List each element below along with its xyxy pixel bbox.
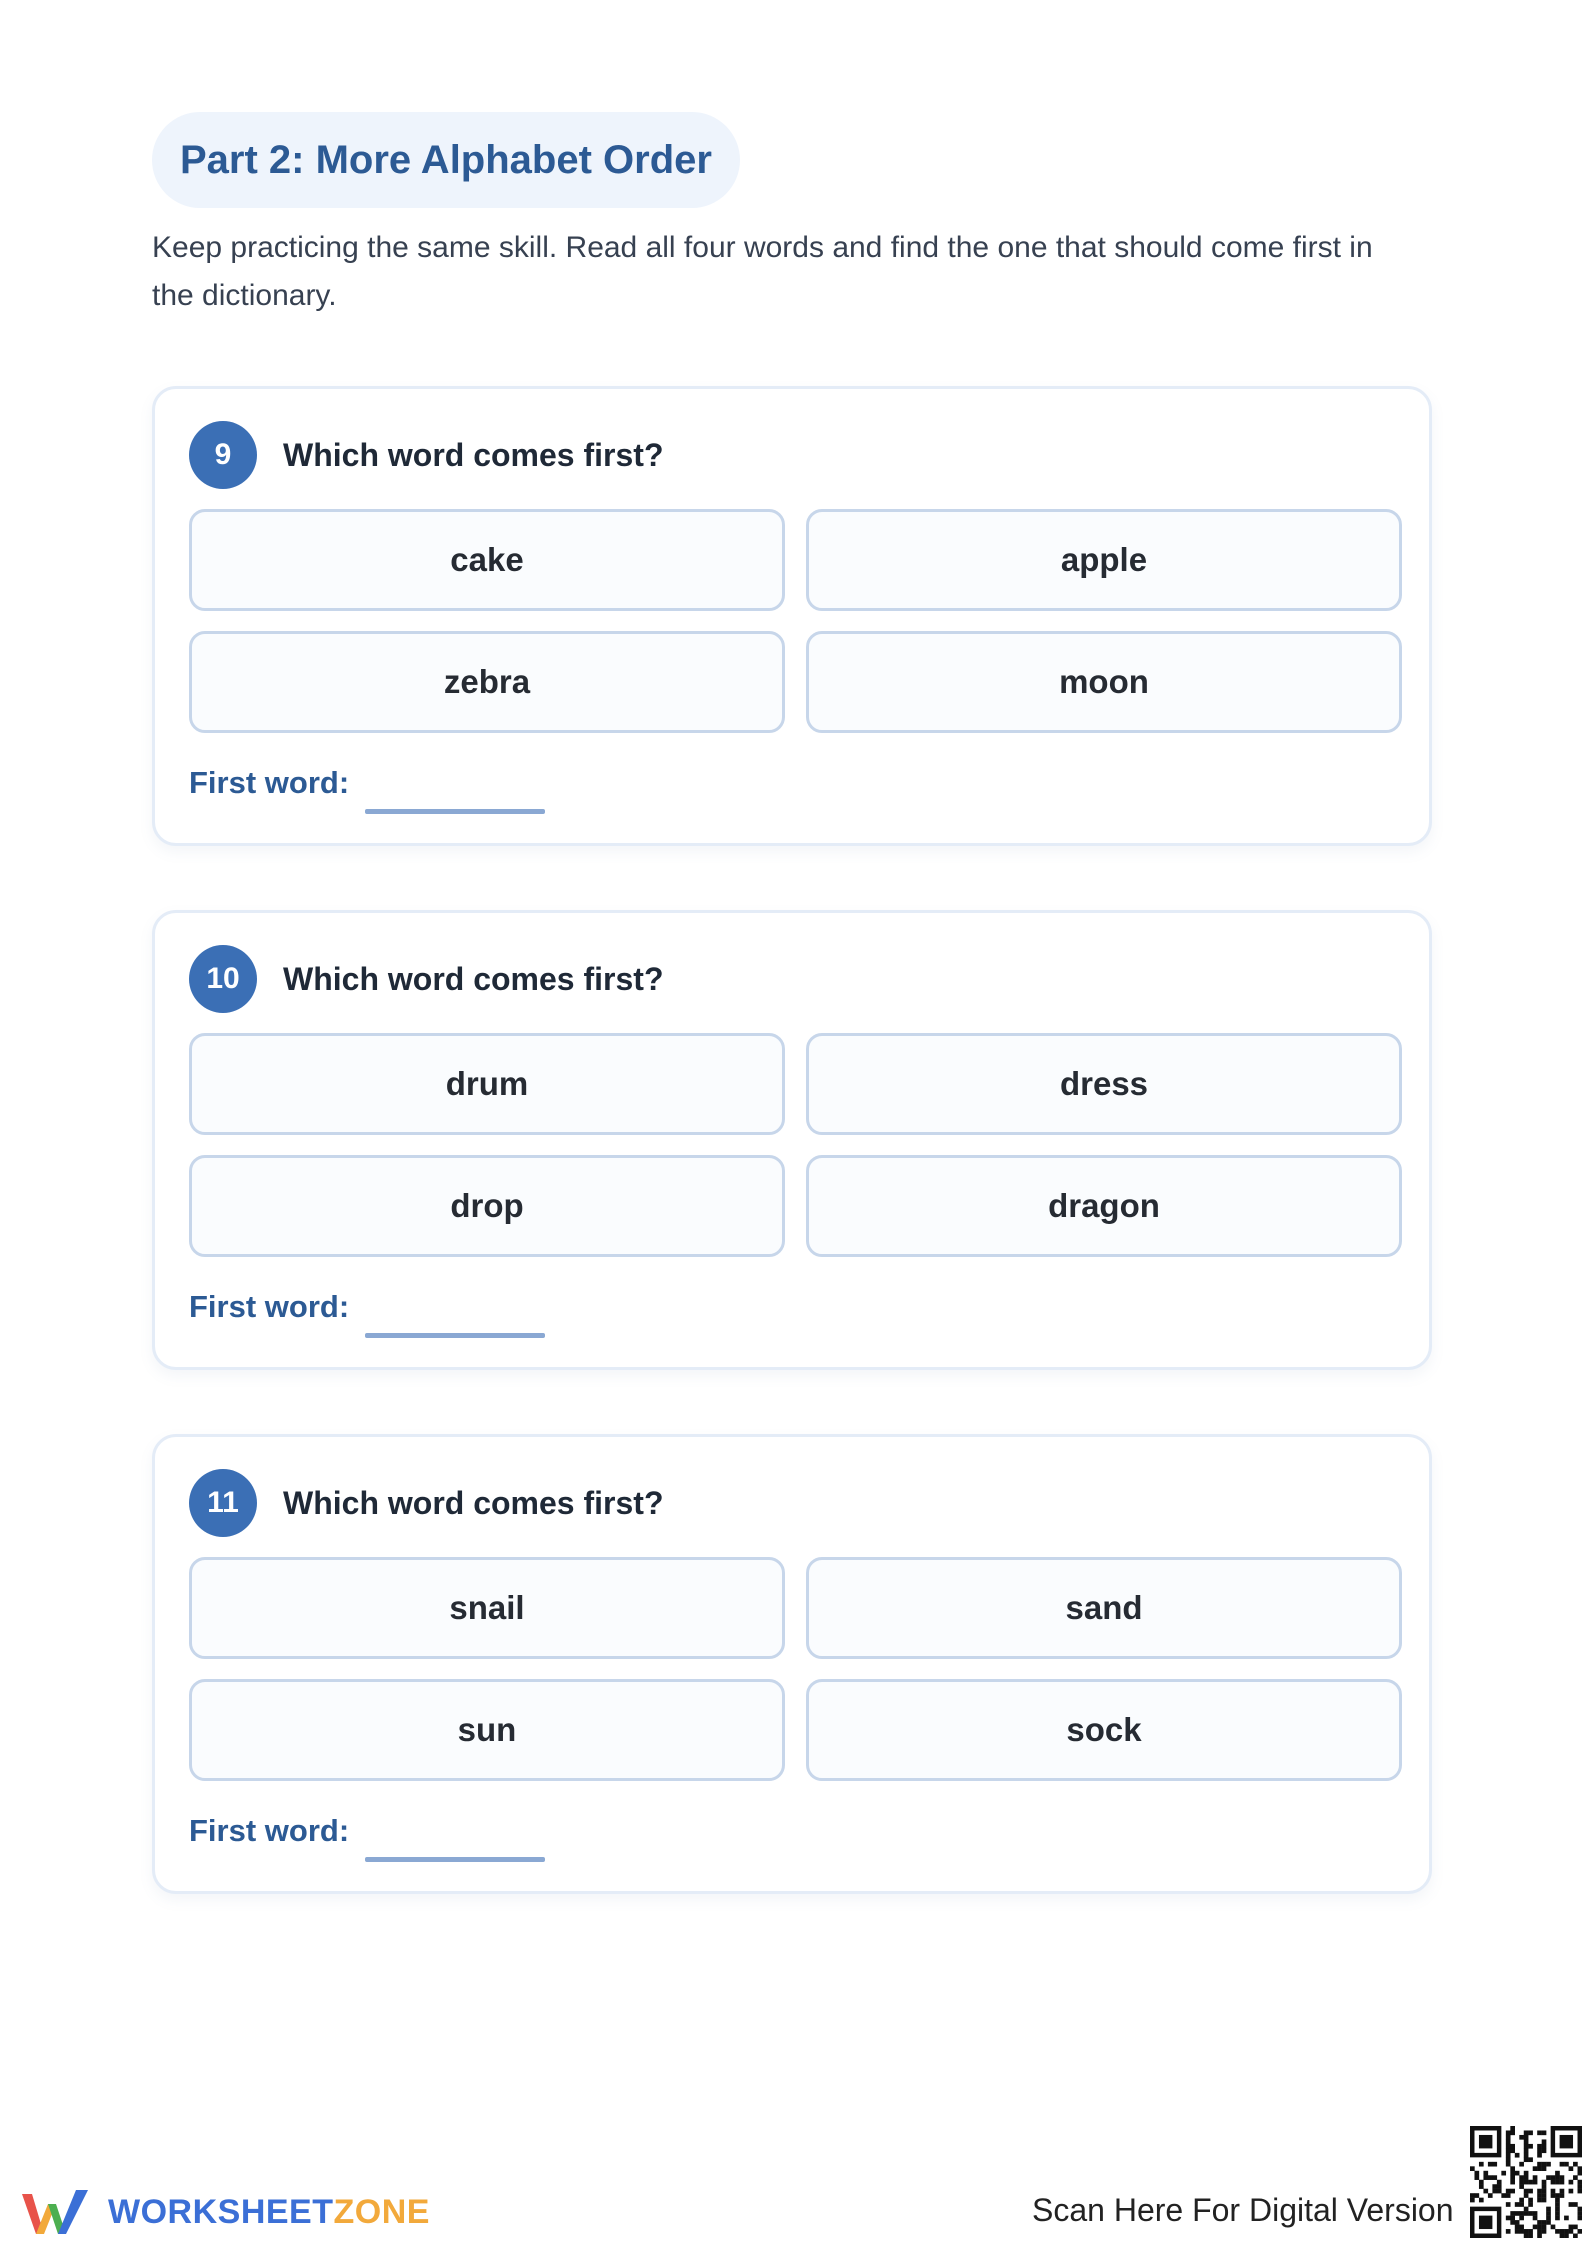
section-header <box>152 112 740 208</box>
qr-code-icon[interactable] <box>1470 2126 1582 2238</box>
word-option[interactable]: cake <box>189 509 785 611</box>
word-option[interactable]: zebra <box>189 631 785 733</box>
question-number-badge: 9 <box>189 421 257 489</box>
question-number-badge: 11 <box>189 1469 257 1537</box>
question-prompt: Which word comes first? <box>283 960 664 997</box>
answer-blank[interactable] <box>365 809 545 814</box>
answer-label: First word: <box>189 1813 350 1848</box>
section-instructions: Keep practicing the same skill. Read all four words and find the one that should come first in the dictionary. <box>152 231 1373 312</box>
question-card <box>152 386 1432 846</box>
question-header <box>189 421 663 489</box>
question-prompt: Which word comes first? <box>283 1484 664 1521</box>
answer-label: First word: <box>189 1289 350 1324</box>
word-option[interactable]: apple <box>806 509 1402 611</box>
answer-blank[interactable] <box>365 1857 545 1862</box>
question-number-badge: 10 <box>189 945 257 1013</box>
word-option[interactable]: sand <box>806 1557 1402 1659</box>
word-option[interactable]: dress <box>806 1033 1402 1135</box>
answer-label: First word: <box>189 765 350 800</box>
brand-logo[interactable] <box>18 2184 430 2240</box>
answer-blank[interactable] <box>365 1333 545 1338</box>
word-option[interactable]: drop <box>189 1155 785 1257</box>
question-card <box>152 910 1432 1370</box>
brand-name: WORKSHEETZONE <box>108 2192 430 2231</box>
question-prompt: Which word comes first? <box>283 436 664 473</box>
question-header <box>189 945 663 1013</box>
section-title: Part 2: More Alphabet Order <box>180 137 712 182</box>
word-option[interactable]: moon <box>806 631 1402 733</box>
question-header <box>189 1469 663 1537</box>
word-option[interactable]: snail <box>189 1557 785 1659</box>
word-option[interactable]: dragon <box>806 1155 1402 1257</box>
scan-instruction: Scan Here For Digital Version <box>1032 2192 1454 2228</box>
word-option[interactable]: sun <box>189 1679 785 1781</box>
question-card <box>152 1434 1432 1894</box>
worksheetzone-logo-icon <box>18 2184 94 2240</box>
word-option[interactable]: drum <box>189 1033 785 1135</box>
word-option[interactable]: sock <box>806 1679 1402 1781</box>
